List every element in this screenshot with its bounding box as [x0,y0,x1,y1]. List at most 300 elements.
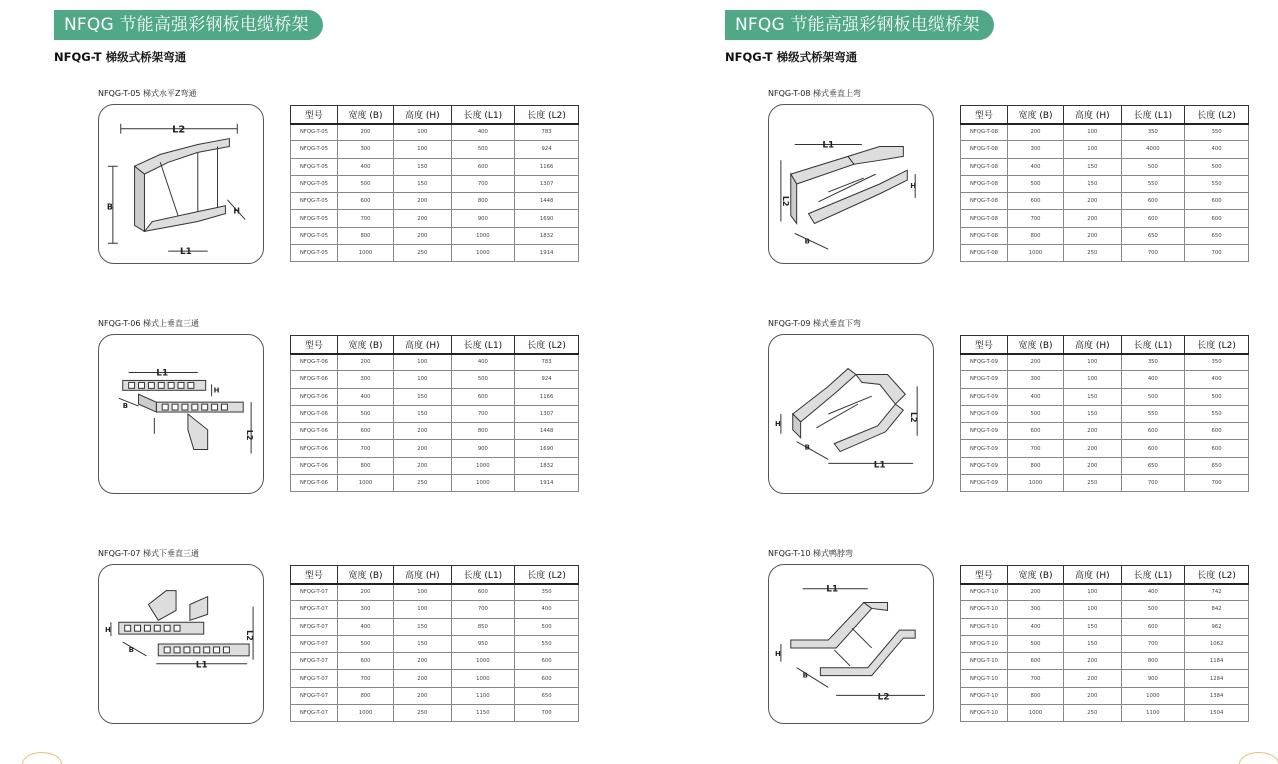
table-cell: 100 [394,354,451,371]
table-cell: 600 [1185,193,1249,210]
table-cell: NFQG-T-06 [291,423,338,440]
svg-text:B: B [122,402,129,411]
table-cell: 200 [1064,227,1121,244]
header-length-l2: 长度 (L2) [1185,566,1249,584]
table-cell: 800 [451,423,515,440]
table-cell: 4000 [1121,141,1185,158]
table-cell: NFQG-T-06 [291,475,338,492]
table-cell: 600 [1007,423,1063,440]
table-cell: NFQG-T-07 [291,635,338,652]
product-label: NFQG-T-05 梯式水平Z弯通 [98,89,197,98]
product-item-t10 [768,548,1268,728]
table-cell: 700 [337,210,393,227]
table-cell: 250 [1064,475,1121,492]
table-row [961,210,1249,227]
table-cell: 1448 [515,423,579,440]
svg-text:B: B [802,671,808,680]
table-cell: 650 [1185,227,1249,244]
table-cell: 150 [1064,635,1121,652]
table-cell: 600 [1185,210,1249,227]
table-cell: NFQG-T-08 [961,141,1008,158]
svg-text:L1: L1 [873,460,886,471]
decorative-seal-icon [1239,752,1278,764]
table-cell: 200 [337,124,393,141]
table-cell: NFQG-T-08 [961,175,1008,192]
table-cell: 500 [515,618,579,635]
table-cell: 500 [337,405,393,422]
table-cell: 200 [394,457,451,474]
table-row [291,193,579,210]
header-length-l1: 长度 (L1) [451,106,515,124]
table-cell: NFQG-T-08 [961,245,1008,262]
svg-text:H: H [774,419,781,428]
table-cell: NFQG-T-05 [291,245,338,262]
table-cell: 100 [394,601,451,618]
table-cell: 300 [337,601,393,618]
table-cell: 200 [394,193,451,210]
table-cell: 1000 [451,245,515,262]
table-cell: 700 [1007,670,1063,687]
table-cell: 350 [1121,124,1185,141]
table-cell: 600 [1121,440,1185,457]
table-cell: 600 [515,653,579,670]
table-cell: 100 [1064,141,1121,158]
table-cell: 1000 [1007,705,1063,722]
table-cell: 400 [1007,388,1063,405]
table-cell: 300 [337,141,393,158]
table-cell: 150 [1064,388,1121,405]
table-cell: 500 [451,141,515,158]
table-cell: 1284 [1185,670,1249,687]
table-cell: 200 [1064,210,1121,227]
table-cell: 800 [1007,687,1063,704]
spec-table-t08 [960,105,1249,262]
table-cell: 400 [1121,584,1185,601]
table-row [291,618,579,635]
svg-text:H: H [774,649,781,658]
table-cell: NFQG-T-07 [291,618,338,635]
table-cell: NFQG-T-09 [961,423,1008,440]
table-cell: NFQG-T-09 [961,354,1008,371]
table-cell: NFQG-T-08 [961,193,1008,210]
table-cell: 500 [1121,388,1185,405]
table-cell: 200 [394,670,451,687]
table-row [291,210,579,227]
table-cell: 200 [1007,354,1063,371]
table-cell: 250 [394,705,451,722]
table-cell: 500 [1185,158,1249,175]
table-cell: 1184 [1185,653,1249,670]
table-row [961,687,1249,704]
table-cell: 150 [394,158,451,175]
vertical-up-bend-icon [768,104,934,264]
table-row [291,227,579,244]
product-item-t06 [98,318,598,498]
table-cell: NFQG-T-07 [291,653,338,670]
table-cell: 800 [337,457,393,474]
table-cell: 1166 [515,158,579,175]
table-cell: 500 [1185,388,1249,405]
table-cell: 700 [1121,475,1185,492]
table-row [291,457,579,474]
table-cell: 700 [1185,245,1249,262]
table-cell: 200 [337,584,393,601]
table-cell: NFQG-T-06 [291,440,338,457]
header-model: 型号 [291,566,338,584]
header-length-l2: 长度 (L2) [1185,106,1249,124]
table-cell: 1000 [337,245,393,262]
table-cell: 400 [515,601,579,618]
table-cell: 500 [1121,601,1185,618]
table-row [291,584,579,601]
horizontal-z-bend-diagram [99,105,263,263]
table-cell: 1100 [451,687,515,704]
table-cell: 850 [451,618,515,635]
table-cell: 600 [451,158,515,175]
header-length-l2: 长度 (L2) [515,336,579,354]
table-cell: 1000 [451,227,515,244]
table-cell: NFQG-T-10 [961,670,1008,687]
table-cell: 700 [1007,210,1063,227]
table-row [961,405,1249,422]
table-cell: 200 [394,210,451,227]
svg-text:L2: L2 [780,195,790,207]
table-cell: 900 [451,440,515,457]
table-row [961,618,1249,635]
vertical-up-bend-diagram [769,105,933,263]
table-cell: 400 [1007,158,1063,175]
table-cell: 950 [451,635,515,652]
table-cell: 400 [337,388,393,405]
table-row [291,245,579,262]
table-cell: 600 [1121,210,1185,227]
table-header [291,336,579,354]
table-cell: 200 [394,653,451,670]
product-item-t08 [768,88,1268,268]
table-cell: 1307 [515,175,579,192]
table-cell: 200 [1064,440,1121,457]
table-row [961,475,1249,492]
table-cell: NFQG-T-06 [291,405,338,422]
table-cell: 1000 [451,475,515,492]
table-cell: 150 [1064,175,1121,192]
table-cell: 500 [1007,635,1063,652]
table-cell: 900 [451,210,515,227]
table-cell: 300 [337,371,393,388]
spec-table-t10 [960,565,1249,722]
product-item-t09 [768,318,1268,498]
table-row [961,227,1249,244]
table-cell: 700 [451,175,515,192]
table-cell: 100 [394,124,451,141]
table-cell: 200 [394,440,451,457]
header-width: 宽度 (B) [1007,336,1063,354]
table-cell: 200 [1064,653,1121,670]
table-cell: 500 [1007,175,1063,192]
table-cell: 100 [1064,354,1121,371]
product-label: NFQG-T-06 梯式上垂直三通 [98,319,199,328]
table-row [961,388,1249,405]
product-label: NFQG-T-09 梯式垂直下弯 [768,319,861,328]
header-width: 宽度 (B) [1007,566,1063,584]
table-cell: 650 [1121,457,1185,474]
table-cell: 100 [1064,124,1121,141]
catalog-banner: NFQG 节能高强彩钢板电缆桥架 [725,10,994,40]
table-cell: 650 [515,687,579,704]
table-header [961,106,1249,124]
table-cell: 100 [1064,371,1121,388]
table-cell: 150 [394,618,451,635]
table-cell: NFQG-T-05 [291,193,338,210]
table-cell: NFQG-T-10 [961,687,1008,704]
gooseneck-bend-diagram [769,565,933,723]
spec-table-t07 [290,565,579,722]
svg-text:L1: L1 [180,247,192,258]
table-row [961,371,1249,388]
table-header [961,566,1249,584]
table-cell: NFQG-T-07 [291,601,338,618]
table-cell: 300 [1007,601,1063,618]
svg-text:H: H [233,206,240,216]
svg-text:L1: L1 [156,368,169,379]
table-cell: 600 [1185,423,1249,440]
table-row [961,457,1249,474]
table-row [291,158,579,175]
table-cell: 600 [1007,193,1063,210]
table-cell: NFQG-T-05 [291,175,338,192]
table-cell: 150 [394,388,451,405]
table-cell: 1914 [515,475,579,492]
table-cell: 150 [394,635,451,652]
table-cell: NFQG-T-09 [961,405,1008,422]
table-cell: 800 [1121,653,1185,670]
table-cell: 700 [337,440,393,457]
table-cell: 350 [515,584,579,601]
table-cell: 1062 [1185,635,1249,652]
table-header [291,106,579,124]
table-cell: 800 [337,227,393,244]
spec-table-t09 [960,335,1249,492]
table-cell: 1000 [337,475,393,492]
table-row [291,354,579,371]
table-cell: 100 [394,141,451,158]
table-cell: 200 [394,227,451,244]
table-cell: 300 [1007,371,1063,388]
svg-text:H: H [104,626,111,635]
horizontal-z-bend-icon [98,104,264,264]
table-cell: 924 [515,371,579,388]
table-row [291,371,579,388]
header-length-l1: 长度 (L1) [451,566,515,584]
table-row [961,158,1249,175]
l2-dim-label: L2 [172,124,186,136]
vertical-down-tee-icon [98,564,264,724]
table-cell: 1832 [515,457,579,474]
table-cell: 1150 [451,705,515,722]
product-item-t05 [98,88,598,268]
table-cell: 600 [1121,423,1185,440]
table-cell: NFQG-T-09 [961,371,1008,388]
table-row [961,245,1249,262]
table-cell: 1000 [451,457,515,474]
header-height: 高度 (H) [1064,106,1121,124]
header-length-l1: 长度 (L1) [1121,336,1185,354]
table-cell: NFQG-T-08 [961,210,1008,227]
table-row [291,440,579,457]
svg-text:L2: L2 [909,412,919,423]
table-cell: 1914 [515,245,579,262]
table-cell: 500 [337,635,393,652]
table-cell: NFQG-T-10 [961,618,1008,635]
vertical-down-bend-icon [768,334,934,494]
table-cell: 400 [337,618,393,635]
table-cell: 1690 [515,440,579,457]
table-cell: 350 [1185,124,1249,141]
vertical-down-tee-diagram [99,565,263,723]
table-cell: 600 [1121,618,1185,635]
table-row [961,175,1249,192]
table-cell: 200 [1007,124,1063,141]
table-cell: NFQG-T-05 [291,210,338,227]
table-cell: 250 [1064,705,1121,722]
table-cell: 600 [1185,440,1249,457]
table-cell: 200 [337,354,393,371]
spec-table-t05 [290,105,579,262]
svg-text:L2: L2 [877,692,890,703]
table-cell: 1000 [1007,475,1063,492]
table-cell: 350 [1121,354,1185,371]
header-height: 高度 (H) [394,566,451,584]
table-cell: 700 [1121,245,1185,262]
table-cell: NFQG-T-09 [961,457,1008,474]
product-label: NFQG-T-08 梯式垂直上弯 [768,89,861,98]
table-cell: 250 [394,475,451,492]
table-cell: 742 [1185,584,1249,601]
header-model: 型号 [291,106,338,124]
table-cell: 150 [394,175,451,192]
table-cell: 400 [1007,618,1063,635]
gooseneck-bend-icon [768,564,934,724]
table-row [291,423,579,440]
header-width: 宽度 (B) [1007,106,1063,124]
table-cell: 150 [1064,618,1121,635]
table-cell: 250 [1064,245,1121,262]
header-height: 高度 (H) [1064,566,1121,584]
table-row [961,584,1249,601]
header-width: 宽度 (B) [337,106,393,124]
table-cell: NFQG-T-07 [291,687,338,704]
table-cell: 200 [1064,423,1121,440]
table-cell: 100 [394,584,451,601]
svg-text:H: H [910,181,917,190]
header-length-l1: 长度 (L1) [1121,566,1185,584]
table-cell: 550 [515,635,579,652]
table-cell: 1504 [1185,705,1249,722]
table-row [961,601,1249,618]
table-header [961,336,1249,354]
table-cell: 1166 [515,388,579,405]
table-row [291,141,579,158]
table-cell: NFQG-T-06 [291,354,338,371]
table-cell: 350 [1185,354,1249,371]
svg-text:B: B [106,202,113,212]
table-cell: 200 [1064,687,1121,704]
table-cell: NFQG-T-10 [961,635,1008,652]
table-cell: 700 [451,601,515,618]
table-cell: 400 [337,158,393,175]
header-length-l1: 长度 (L1) [451,336,515,354]
header-width: 宽度 (B) [337,566,393,584]
table-cell: 1000 [1121,687,1185,704]
table-row [961,354,1249,371]
vertical-up-tee-icon [98,334,264,494]
table-cell: 650 [1185,457,1249,474]
table-cell: 700 [1185,475,1249,492]
table-cell: 700 [451,405,515,422]
table-cell: NFQG-T-09 [961,440,1008,457]
table-cell: 600 [1121,193,1185,210]
table-cell: 800 [1007,227,1063,244]
table-cell: 100 [1064,584,1121,601]
table-cell: 550 [1121,175,1185,192]
svg-text:L1: L1 [822,140,835,151]
table-cell: 1100 [1121,705,1185,722]
table-row [291,635,579,652]
header-length-l2: 长度 (L2) [515,566,579,584]
product-item-t07 [98,548,598,728]
product-label: NFQG-T-07 梯式下垂直三通 [98,549,199,558]
table-cell: 250 [394,245,451,262]
table-cell: 700 [337,670,393,687]
table-row [961,670,1249,687]
svg-text:B: B [804,237,810,246]
table-cell: NFQG-T-07 [291,670,338,687]
table-cell: 100 [1064,601,1121,618]
table-cell: 400 [451,124,515,141]
table-cell: 800 [337,687,393,704]
table-cell: 842 [1185,601,1249,618]
table-row [961,193,1249,210]
catalog-banner: NFQG 节能高强彩钢板电缆桥架 [54,10,323,40]
table-row [961,635,1249,652]
table-cell: NFQG-T-06 [291,388,338,405]
header-model: 型号 [961,106,1008,124]
product-label: NFQG-T-10 梯式鸭脖弯 [768,549,853,558]
table-cell: 800 [1007,457,1063,474]
table-cell: 500 [337,175,393,192]
table-cell: 1000 [451,653,515,670]
table-cell: NFQG-T-05 [291,227,338,244]
table-cell: 200 [1007,584,1063,601]
table-cell: 1384 [1185,687,1249,704]
table-cell: 600 [337,193,393,210]
table-row [291,475,579,492]
header-width: 宽度 (B) [337,336,393,354]
table-row [961,653,1249,670]
table-cell: 1690 [515,210,579,227]
table-cell: 1448 [515,193,579,210]
svg-text:L1: L1 [195,660,208,671]
table-cell: NFQG-T-06 [291,457,338,474]
header-height: 高度 (H) [394,106,451,124]
table-cell: 600 [515,670,579,687]
table-row [291,687,579,704]
svg-text:L1: L1 [826,584,839,595]
header-length-l2: 长度 (L2) [515,106,579,124]
table-cell: 700 [515,705,579,722]
table-row [291,705,579,722]
table-cell: 300 [1007,141,1063,158]
